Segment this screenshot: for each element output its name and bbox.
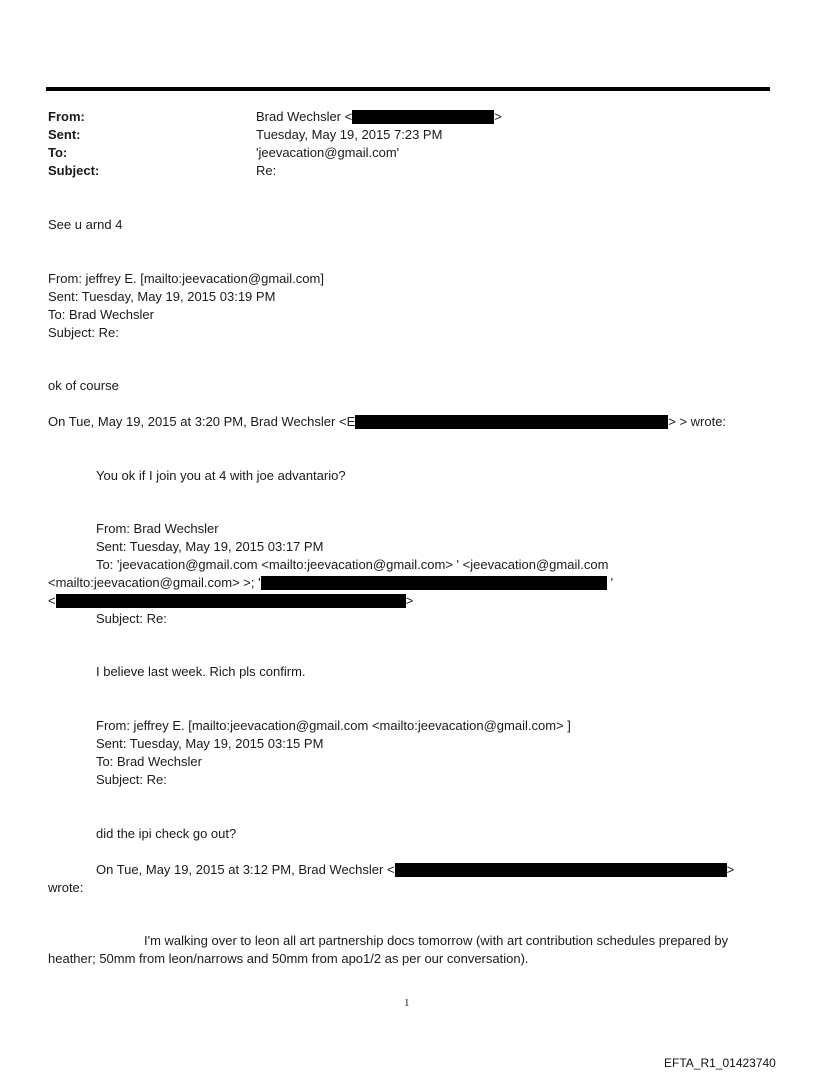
redaction-block <box>56 594 406 608</box>
to-label: To: <box>48 145 68 160</box>
subject-value: Re: <box>256 163 277 178</box>
quoted-from-2: From: Brad Wechsler <box>96 521 219 536</box>
sent-value: Tuesday, May 19, 2015 7:23 PM <box>256 127 443 142</box>
on-wrote-line-1 <box>48 413 726 431</box>
from-value <box>256 108 502 126</box>
quoted-subject-1: Subject: Re: <box>48 325 119 340</box>
quoted-to-2-cont2-prefix: < <box>48 593 56 608</box>
quoted-subject-3: Subject: Re: <box>96 772 167 787</box>
from-end: > <box>494 109 502 124</box>
message-text-6-line-1: I'm walking over to leon all art partnership docs tomorrow (with art contribution schedules prepared by <box>144 933 729 948</box>
page-number: 1 <box>404 997 410 1009</box>
message-text-3: You ok if I join you at 4 with joe advantario? <box>96 468 346 483</box>
message-text-6-line-2: heather; 50mm from leon/narrows and 50mm from apo1/2 as per our conversation). <box>48 951 529 966</box>
on-wrote-prefix-2: On Tue, May 19, 2015 at 3:12 PM, Brad Wechsler < <box>96 862 395 877</box>
quoted-to-2-cont <box>48 574 613 592</box>
quoted-sent-1: Sent: Tuesday, May 19, 2015 03:19 PM <box>48 289 276 304</box>
message-text-1: See u arnd 4 <box>48 217 123 232</box>
quoted-to-2-cont-suffix: ' <box>610 575 614 590</box>
redaction-block <box>395 863 727 877</box>
quoted-to-2: To: 'jeevacation@gmail.com <mailto:jeevacation@gmail.com> ' <jeevacation@gmail.com <box>96 557 609 572</box>
redaction-block <box>355 415 668 429</box>
quoted-to-2-cont-prefix: <mailto:jeevacation@gmail.com> >; ' <box>48 575 261 590</box>
redaction-block <box>352 110 494 124</box>
quoted-subject-2: Subject: Re: <box>96 611 167 626</box>
sent-label: Sent: <box>48 127 81 142</box>
quoted-from-1: From: jeffrey E. [mailto:jeevacation@gmail.com] <box>48 271 324 286</box>
on-wrote-prefix: On Tue, May 19, 2015 at 3:20 PM, Brad Wechsler < <box>48 414 347 429</box>
to-value: 'jeevacation@gmail.com' <box>256 145 400 160</box>
quoted-sent-2: Sent: Tuesday, May 19, 2015 03:17 PM <box>96 539 324 554</box>
message-text-2: ok of course <box>48 378 119 393</box>
from-label: From: <box>48 109 85 124</box>
on-wrote-suffix-2: > <box>726 862 735 877</box>
message-text-4: I believe last week. Rich pls confirm. <box>96 664 306 679</box>
quoted-to-2-cont2-suffix: > <box>405 593 414 608</box>
quoted-sent-3: Sent: Tuesday, May 19, 2015 03:15 PM <box>96 736 324 751</box>
on-wrote-partial-char: E <box>346 414 356 429</box>
message-text-5: did the ipi check go out? <box>96 826 237 841</box>
on-wrote-suffix: > > wrote: <box>668 414 727 429</box>
redaction-block <box>261 576 607 590</box>
subject-label: Subject: <box>48 163 100 178</box>
quoted-to-3: To: Brad Wechsler <box>96 754 202 769</box>
document-id: EFTA_R1_01423740 <box>664 1056 776 1070</box>
on-wrote-2-wrote: wrote: <box>48 880 84 895</box>
on-wrote-line-2 <box>96 861 734 879</box>
from-name: Brad Wechsler < <box>256 109 353 124</box>
quoted-from-3: From: jeffrey E. [mailto:jeevacation@gmail.com <mailto:jeevacation@gmail.com> ] <box>96 718 571 733</box>
quoted-to-2-cont2 <box>48 592 413 610</box>
quoted-to-1: To: Brad Wechsler <box>48 307 154 322</box>
header-rule <box>46 87 770 91</box>
